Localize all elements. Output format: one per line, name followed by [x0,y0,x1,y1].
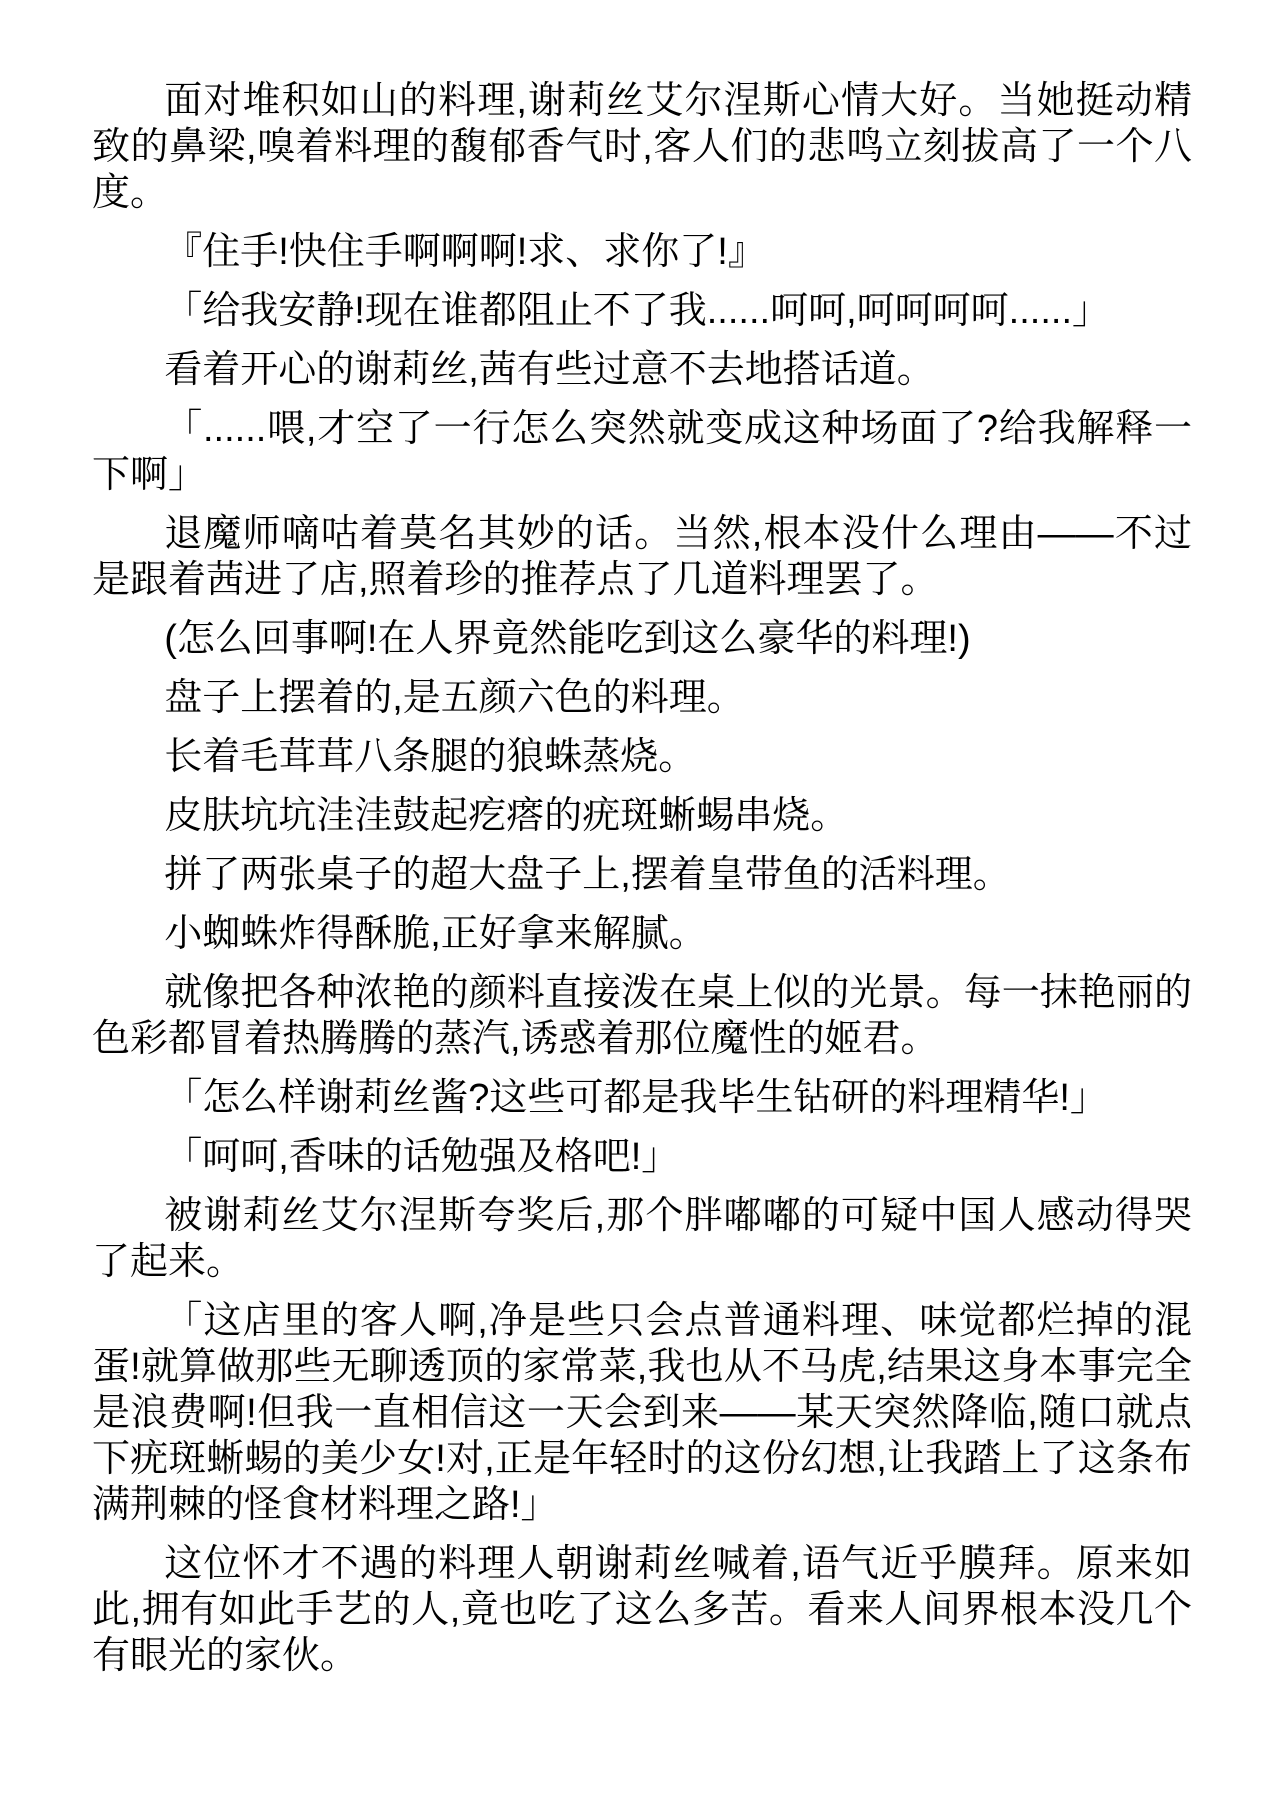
paragraph: 这位怀才不遇的料理人朝谢莉丝喊着,语气近乎膜拜。原来如此,拥有如此手艺的人,竟也吃了这么多苦。看来人间界根本没几个有眼光的家伙。 [92,1543,1192,1677]
paragraph: 『住手!快住手啊啊啊!求、求你了!』 [164,231,766,273]
paragraph: 就像把各种浓艳的颜料直接泼在桌上似的光景。每一抹艳丽的色彩都冒着热腾腾的蒸汽,诱惑着那位魔性的姬君。 [92,972,1192,1060]
paragraph: 面对堆积如山的料理,谢莉丝艾尔涅斯心情大好。当她挺动精致的鼻梁,嗅着料理的馥郁香气时,客人们的悲鸣立刻拔高了一个八度。 [92,80,1192,214]
paragraph: 退魔师嘀咕着莫名其妙的话。当然,根本没什么理由——不过是跟着茜进了店,照着珍的推荐点了几道料理罢了。 [92,513,1192,601]
paragraph: 「呵呵,香味的话勉强及格吧!」 [164,1136,680,1178]
paragraph: 长着毛茸茸八条腿的狼蛛蒸烧。 [164,736,697,778]
paragraph: (怎么回事啊!在人界竟然能吃到这么豪华的料理!) [164,618,971,660]
paragraph: 「这店里的客人啊,净是些只会点普通料理、味觉都烂掉的混蛋!就算做那些无聊透顶的家常菜,我也从不马虎,结果这身本事完全是浪费啊!但我一直相信这一天会到来——某天突然降临,随口就点下疣斑蜥蜴的美少女!对,正是年轻时的这份幻想,让我踏上了这条布满荆棘的怪食材料理之路!」 [92,1300,1192,1526]
paragraph: 小蜘蛛炸得酥脆,正好拿来解腻。 [164,913,707,955]
paragraph: 皮肤坑坑洼洼鼓起疙瘩的疣斑蜥蜴串烧。 [164,795,849,837]
paragraph: 拼了两张桌子的超大盘子上,摆着皇带鱼的活料理。 [164,854,1011,896]
paragraph: 看着开心的谢莉丝,茜有些过意不去地搭话道。 [164,349,935,391]
paragraph: 盘子上摆着的,是五颜六色的料理。 [164,677,745,719]
paragraph: 「给我安静!现在谁都阻止不了我......呵呵,呵呵呵呵......」 [164,290,1110,332]
paragraph: 被谢莉丝艾尔涅斯夸奖后,那个胖嘟嘟的可疑中国人感动得哭了起来。 [92,1195,1192,1283]
paragraph: 「怎么样谢莉丝酱?这些可都是我毕生钻研的料理精华!」 [164,1077,1108,1119]
paragraph: 「......喂,才空了一行怎么突然就变成这种场面了?给我解释一下啊」 [92,408,1192,496]
